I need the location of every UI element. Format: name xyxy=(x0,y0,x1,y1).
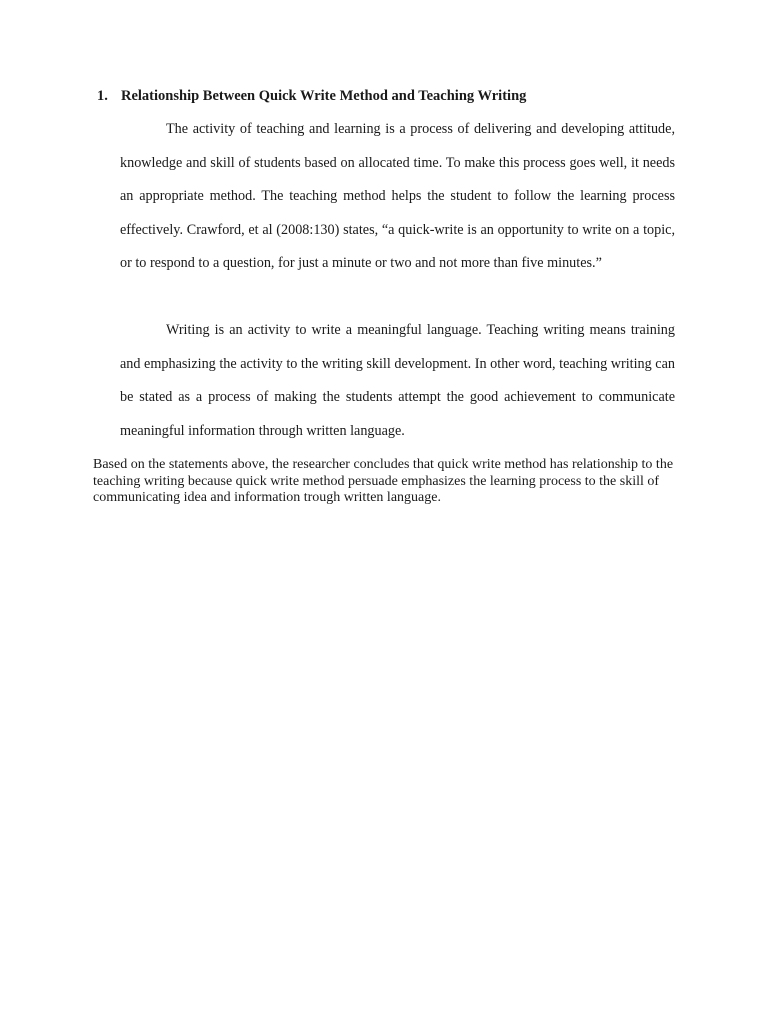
section-title: Relationship Between Quick Write Method and Teaching Writing xyxy=(121,88,527,104)
body-paragraph-2 xyxy=(120,314,675,448)
paragraph-text: The activity of teaching and learning is a process of delivering and developing attitude, knowledge and skill of students based on allocated time. To make this process goes well, it needs an appropriate method. The teaching method helps the student to follow the learning process effectively. Crawford, et al (2008:130) states, “a quick-write is an opportunity to write on a topic, or to respond to a question, for just a minute or two and not more than five minutes.” xyxy=(120,121,675,271)
paragraph-text: Writing is an activity to write a meaningful language. Teaching writing means training and emphasizing the activity to the writing skill development. In other word, teaching writing can be stated as a process of making the students attempt the good achievement to communicate meaningful information through written language. xyxy=(120,322,675,439)
section-heading xyxy=(97,86,697,106)
section-number: 1. xyxy=(97,88,108,104)
conclusion-paragraph: Based on the statements above, the researcher concludes that quick write method has relationship to the teaching writing because quick write method persuade emphasizes the learning process to the skill of communicating idea and information trough written language. xyxy=(93,457,674,505)
body-paragraph-1 xyxy=(120,113,675,281)
